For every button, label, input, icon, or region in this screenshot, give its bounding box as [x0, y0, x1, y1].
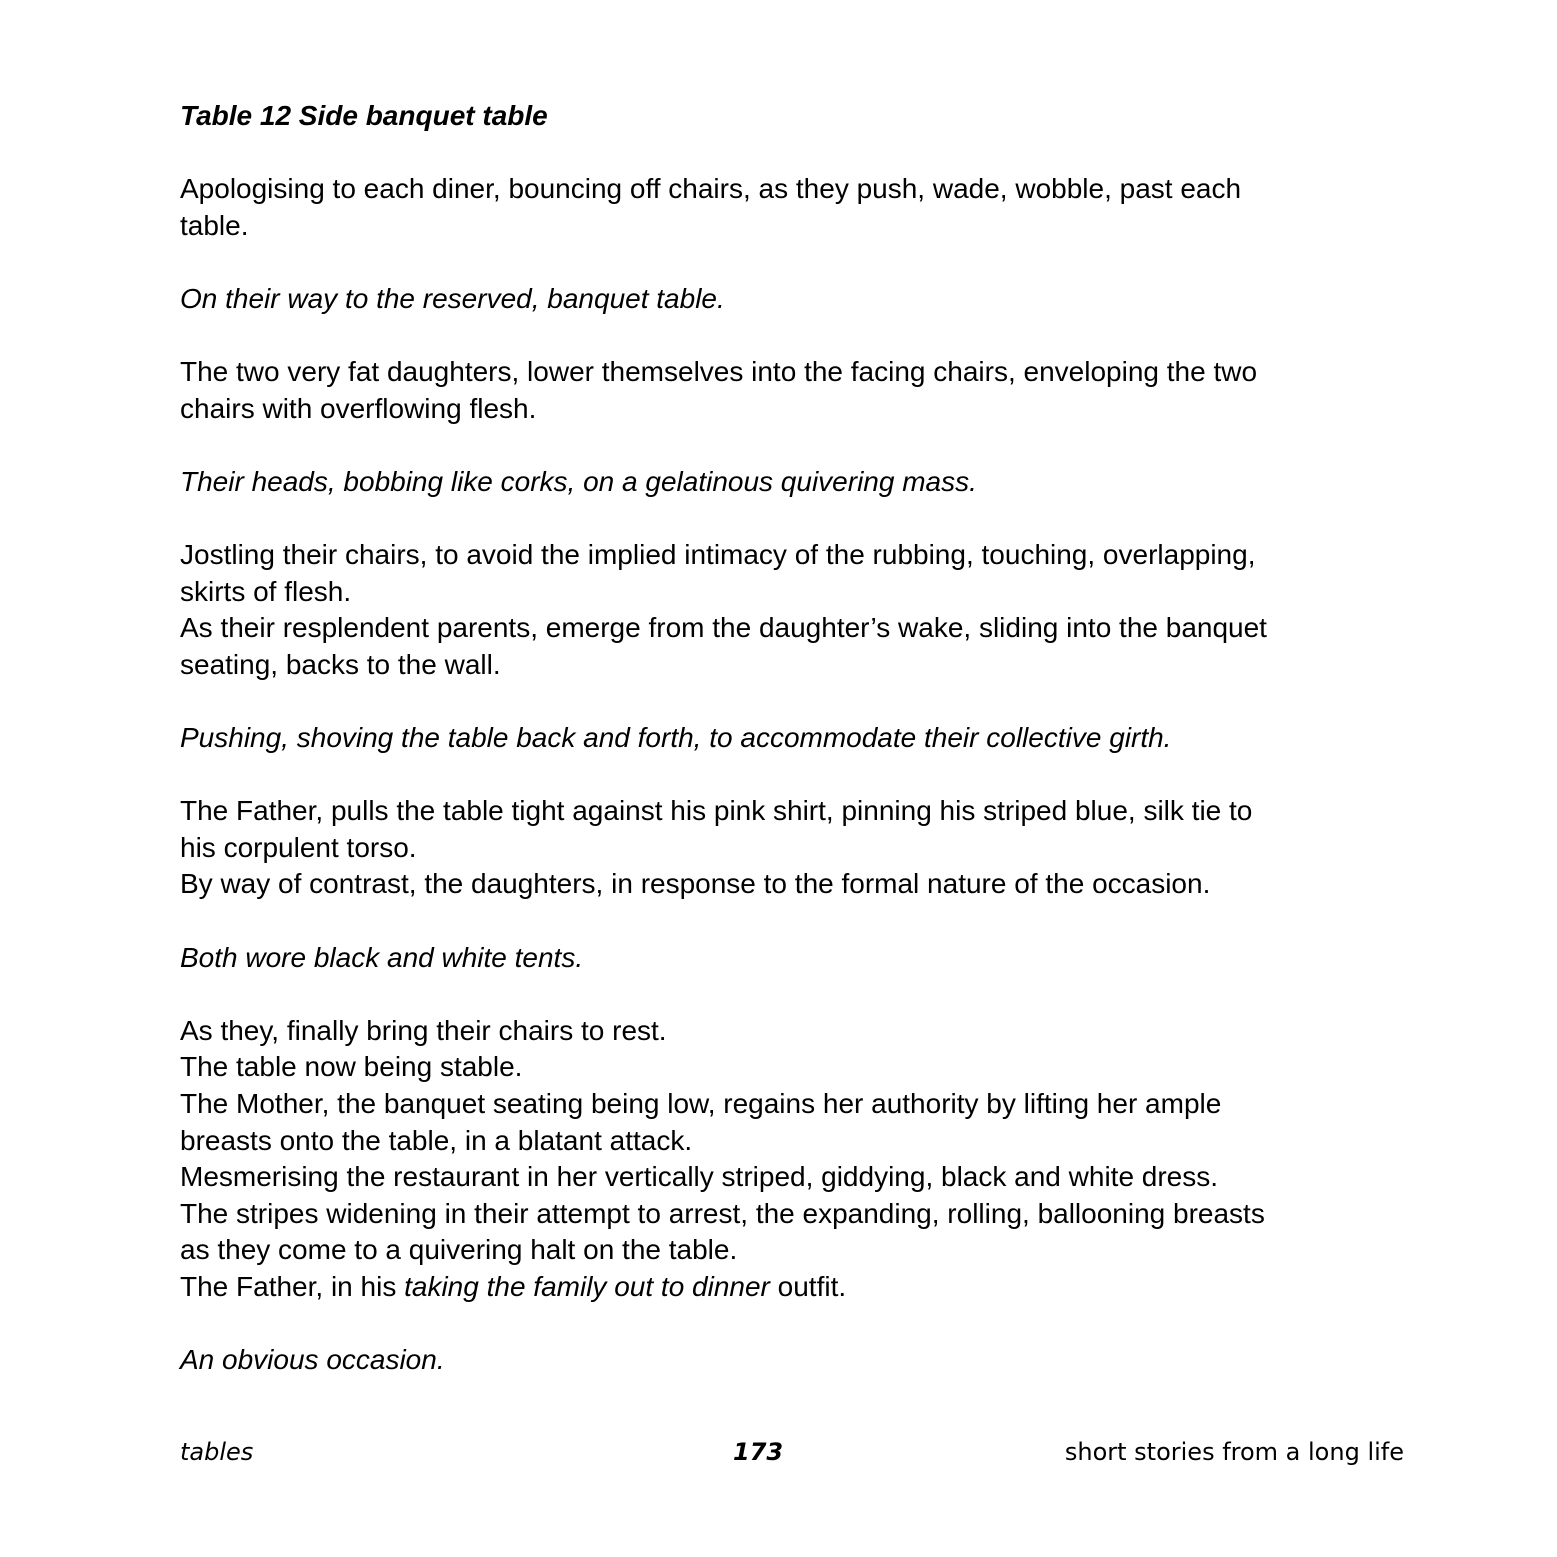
page-title: Table 12 Side banquet table	[180, 100, 548, 131]
paragraph-7	[180, 793, 1410, 903]
text-line: Jostling their chairs, to avoid the implied intimacy of the rubbing, touching, overlapping,	[180, 539, 1256, 571]
paragraph-3	[180, 354, 1410, 427]
text-line: Mesmerising the restaurant in her vertically striped, giddying, black and white dress.	[180, 1161, 1219, 1193]
text-line: The stripes widening in their attempt to arrest, the expanding, rolling, ballooning breasts	[180, 1197, 1265, 1229]
paragraph-9	[180, 1013, 1410, 1306]
paragraph-2-italic	[180, 281, 1410, 318]
text-line: seating, backs to the wall.	[180, 648, 501, 680]
text-line: skirts of flesh.	[180, 575, 352, 607]
text-line: Their heads, bobbing like corks, on a gelatinous quivering mass.	[180, 465, 977, 497]
page-footer	[180, 1432, 1410, 1472]
text-line: The Mother, the banquet seating being low, regains her authority by lifting her ample	[180, 1088, 1222, 1120]
text-line: Both wore black and white tents.	[180, 941, 584, 973]
text-line: chairs with overflowing flesh.	[180, 392, 537, 424]
text-line: By way of contrast, the daughters, in response to the formal nature of the occasion.	[180, 868, 1211, 900]
text-line: breasts onto the table, in a blatant attack.	[180, 1124, 693, 1156]
paragraph-5	[180, 537, 1410, 683]
paragraph-8-italic	[180, 940, 1410, 977]
page-body	[180, 98, 1410, 1379]
text-line: The two very fat daughters, lower themselves into the facing chairs, enveloping the two	[180, 356, 1258, 388]
text-line: On their way to the reserved, banquet table.	[180, 282, 725, 314]
text-line: The Father, pulls the table tight against his pink shirt, pinning his striped blue, silk tie to	[180, 795, 1253, 827]
text-line: As they, finally bring their chairs to rest.	[180, 1014, 667, 1046]
footer-page-number: 173	[733, 1438, 784, 1466]
text-run: outfit.	[769, 1271, 847, 1302]
text-line-mixed	[180, 1269, 1410, 1306]
text-line: Apologising to each diner, bouncing off chairs, as they push, wade, wobble, past each	[180, 173, 1242, 205]
text-line: his corpulent torso.	[180, 831, 417, 863]
paragraph-4-italic	[180, 464, 1410, 501]
text-line: As their resplendent parents, emerge from the daughter’s wake, sliding into the banquet	[180, 612, 1267, 644]
text-line: An obvious occasion.	[180, 1344, 445, 1376]
footer-book-title: short stories from a long life	[1064, 1438, 1404, 1466]
emphasis-run: taking the family out to dinner	[404, 1271, 770, 1302]
paragraph-1	[180, 171, 1410, 244]
text-line: as they come to a quivering halt on the table.	[180, 1234, 738, 1266]
text-line: The table now being stable.	[180, 1051, 523, 1083]
text-line: table.	[180, 209, 249, 241]
text-line: Pushing, shoving the table back and forth, to accommodate their collective girth.	[180, 722, 1172, 754]
text-run: The Father, in his	[180, 1271, 405, 1302]
paragraph-10-italic	[180, 1342, 1410, 1379]
paragraph-6-italic	[180, 720, 1410, 757]
footer-book-section: tables	[180, 1438, 254, 1466]
